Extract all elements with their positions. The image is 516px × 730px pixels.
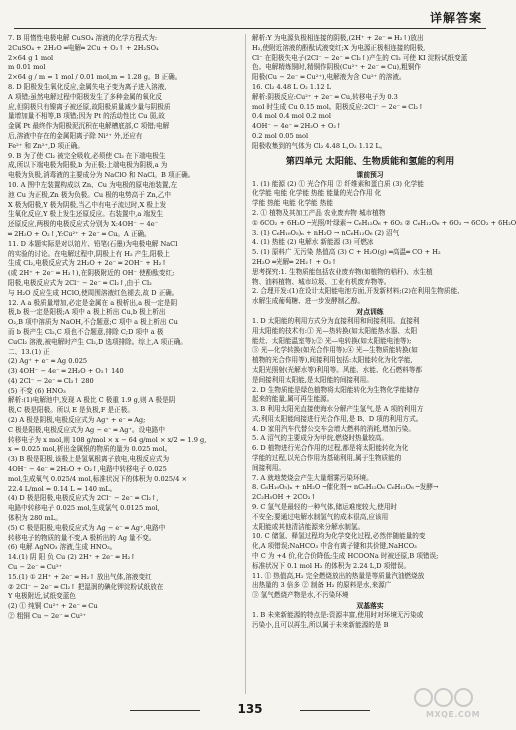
right-c-line: 8. C₆H₁₀O₅)ₙ + nH₂O ─催化剂→ nC₆H₁₂O₆ C₆H₁₂O₆ ─发酵→ [252,483,439,492]
watermark-ring-icon [434,688,453,707]
left-line: 而 b 极产生 Cl₂,C 项也不合题意,排除 C;D 项中 a 极 [8,327,164,336]
right-a-line: 色。电解精炼铜时,精铜作阴极(Cu²⁺ + 2e⁻ ═ Cu),粗铜作 [252,63,421,72]
left-line: 体积为 280 mL。 [8,514,62,523]
left-line: ═ 2H₂O + O₂↑,Y:Cu²⁺ + 2e⁻ ═ Cu。A 正确。 [8,229,151,238]
right-c-line: 是间接利用太阳能,是太阳能的间接利用。 [252,375,373,384]
left-line: Cu − 2e⁻ ═ Cu²⁺ [8,563,63,572]
left-line: 2×64 g / m = 1 mol / 0.01 mol,m = 1.28 g。B 正确。 [8,73,182,82]
left-line: 10. A 图中左装置构成以 Zn、Cu 为电极的原电池装置,左 [8,180,178,189]
left-line: (3) 4OH⁻ − 4e⁻ ═ 2H₂O + O₂↑ 140 [8,367,124,376]
left-line: 阳极,电极反应式为 2Cl⁻ − 2e⁻ ═ Cl₂↑,由于 Cl₂ [8,278,152,287]
left-line: (5) 不变 (6) HNO₃ [8,386,66,395]
watermark-text: MXQE.COM [426,710,481,719]
right-b-line: 化学能 电能 化学能 热能 能量的光合作用 化 [252,189,382,198]
left-line: (2) ① 纯铜 Cu²⁺ + 2e⁻ ═ Cu [8,602,98,611]
right-c-line: 式;利用太阳能间接进行光合作用,是 B、D 项的利用方式。 [252,414,423,423]
left-line: 二、13.(1) 正 [8,347,50,356]
right-c-line: 不安全;要通过电解水制氢气的成本很高,应该用 [252,512,389,521]
watermark-logo [408,686,490,724]
left-line: ② 粗铜 Cu − 2e⁻ ═ Cu²⁺ [8,612,87,621]
right-b-line: 水解生成葡萄糖、进一步发酵制乙醇。 [252,297,365,306]
left-line: 的实验的讨论。在电解过程中,阴极上有 H₂ 产生,阳极上 [8,249,170,258]
right-c-line: ③ 氢气燃烧产物是水,不污染环境 [252,591,349,600]
right-b-line: 2. ① 植物及其加工产品 农业废弃物 城市植物 [252,208,386,217]
right-block-b [252,179,516,307]
right-a-line: 0.4 mol 0.4 mol 0.2 mol [252,112,331,121]
left-line: (3) B 极是阳极,该极上是氢氧根离子放电,电极反应式为 [8,455,170,464]
right-block-c [252,317,488,601]
right-b-line: 思考探究:1. 生物质能包括农业废弃物(如植物的秸秆)、水生植 [252,267,433,276]
left-line: 金属 Pt 最终作为阳极泥沉积在电解槽底部,C 项错;电解 [8,122,170,131]
right-a-line: Cl⁻ 在阳极失电子(2Cl⁻ − 2e⁻ ═ Cl₂↑)产生的 Cl₂ 可使 KI 淀粉试纸变蓝 [252,53,468,62]
left-line: 生成 Cl₂,电极反应式为 2H₂O + 2e⁻ ═ 2OH⁻ + H₂↑ [8,259,167,268]
left-line: 与 H₂O 反应生成 HClO,使周围溶液红色褪去,故 D 正确。 [8,288,179,297]
left-line: 量增加量不相等,B 项错;因为 Pt 的活动性比 Cu 弱,故 [8,112,165,121]
right-b-line: ① 6CO₂ + 6H₂O ─光照/叶绿素→ C₆H₁₂O₆ + 6O₂ ② C₆H₁₂O₆ + 6O₂ → 6CO₂ + 6H₂O [252,218,516,227]
left-line: 12. A a 极质量增加,必定是金属在 a 极析出,a 极一定是阴 [8,298,178,307]
right-b-line: 3. (1) C₆H₁₀O₅)ₙ + nH₂O → nC₆H₁₂O₆ (2) 沼气 [252,228,400,237]
left-line: (或 2H⁺ + 2e⁻ ═ H₂↑),在阴极附近的 OH⁻ 使酚酞变红; [8,269,175,278]
left-line: 极,b 极一定是阳极;A 项中 a 极上析出 Cu,b 极上析出 [8,308,166,317]
right-a-line: 阳极(Cu − 2e⁻ ═ Cu²⁺),电解液为含 Cu²⁺ 的溶液。 [252,73,406,82]
right-c-line: 标准状况下 0.1 mol H₂ 的体积为 2.24 L,D 项错误。 [252,561,411,570]
left-line: 成,所以下端电极为阳极,b 为正极;上端电极为阴极,a 为 [8,161,168,170]
right-c-line: 学能的过程,以光合作用为基础利用,属于生物质能的 [252,454,402,463]
watermark-ring-icon [454,688,473,707]
left-line: 电极为负极,消毒液的主要成分为 NaClO 和 NaCl。B 项正确。 [8,171,195,180]
right-column [252,34,516,631]
left-line: 2×64 g 1 mol [8,53,54,62]
right-c-line: 太阳光照射(光解水等)利用等。风能、水能、化石燃料等都 [252,365,422,374]
right-c-line: 化,A 项错误;NaHCO₃ 中含有离子键和共价键,NaHCO₃ [252,542,417,551]
right-b-line: 4. (1) 热能 (2) 电解水 新能源 (3) 可燃冰 [252,238,374,247]
left-line: mol,生成氧气 0.025/4 mol,标准状况下的体积为 0.025/4 × [8,474,188,483]
right-c-line: 9. C 氢气是最轻的一种气体,储运难度较大,使用时 [252,503,398,512]
right-c-line: ③ 光—化学转换(如光合作用等);④ 光—生物质能转换(如 [252,346,418,355]
left-line: 极,C 极是阳极。所以 E 是负极,F 是正极。 [8,406,134,415]
right-c-line: 6. D 植物进行光合作用的过程,都是将太阳能转化为化 [252,444,409,453]
right-c-line: 起来的能量,属可再生能源。 [252,395,334,404]
right-c-line: 2. D 生物质能是绿色植物将太阳能转化为生物化学能储存 [252,385,420,394]
right-c-line: 1. D 太阳能的利用方式分为直接利用和间接利用。直接利 [252,316,420,325]
page-header [0,0,500,30]
left-line: 15.(1) ① 2H⁺ + 2e⁻ ═ H₂↑ 放出气体,溶液变红 [8,572,152,581]
right-c-line: 太阳能或其他清洁能源来分解水制氢。 [252,522,365,531]
left-line: 7. B 用惰性电极电解 CuSO₄ 溶液的化学方程式为: [8,34,158,42]
left-line: m 0.01 mol [8,63,46,72]
right-c-line: 能灶、太阳能温室等);② 光—电转换(如太阳能电池等); [252,336,412,345]
left-line: 池 Cu 为正极,Zn 极为负极。Cu 极的电势高于 Zn,乙中 [8,190,172,199]
right-c-line: 5. A 沼气的主要成分为甲烷,燃烧时热量较高。 [252,434,389,443]
left-line: 4OH⁻ − 4e⁻ ═ 2H₂O + O₂↑,电路中转移电子 0.025 [8,465,167,474]
right-d-line: 1. B 未来新能源的特点是:资源丰富,使用时对环境无污染或 [252,611,424,620]
right-b-line: 2H₂O ═光解═ 2H₂↑ + O₂↑ [252,257,337,266]
right-b-line: 物、油料植物、城市垃圾、工业有机废弃物等。 [252,277,391,286]
right-a-line: H₂,使附近溶液的酚酞试液变红;X 为电源正极相连接的阳极, [252,43,426,52]
right-b-line: 2. 合理开发:(1)在设计太阳能电池方面,开发新材料;(2)在利用生物质能、 [252,287,464,296]
left-line: 生氧化反应,Y 极上发生还原反应。右装置中,a 端发生 [8,210,164,219]
left-line: Y 电极附近,试纸变蓝色 [8,592,76,601]
left-line: ② 2Cl⁻ − 2e⁻ ═ Cl₂↑ 把湿润的碘化钾淀粉试纸放在 [8,582,164,591]
right-a-line: 解析:阴极反应:Cu²⁺ + 2e⁻ ═ Cu,转移电子为 0.3 [252,92,398,101]
header-title: 详解答案 [429,11,482,25]
left-line: 应,但阴极只有镍离子被还原,故阳极质量减少量与阴极质 [8,102,171,111]
right-c-line: 植物的光合作用等),间接利用包括:太阳能转化为化学能, [252,356,413,365]
page-number: 135 [237,702,263,716]
right-c-line: 间接利用。 [252,463,285,472]
left-line: x = 0.025 mol,析出金属银的物质的量为 0.025 mol。 [8,445,172,454]
right-b-line: 5. (1) 原料广 无污染 热值高 (3) C + H₂O(g) ═高温═ CO + H₂ [252,248,441,257]
left-line: 2CuSO₄ + 2H₂O ═电解═ 2Cu + O₂↑ + 2H₂SO₄ [8,43,159,52]
left-line: A 项错;虽然电解过程中阳极发生了多种金属的氧化反 [8,92,163,101]
left-line: 22.4 L/mol = 0.14 L = 140 mL。 [8,484,117,493]
right-c-line: 11. ① 热值高,H₂ 完全燃烧放出的热量是等质量汽油燃烧放 [252,571,425,580]
subhead-post: 双基落实 [356,602,384,611]
right-c-line: 2C₂H₅OH + 2CO₂↑ [252,493,316,502]
right-c-line: 4. D 家用汽车代替公交车会增大燃料的消耗,增加污染。 [252,424,415,433]
unit-title: 第四单元 太阳能、生物质能和氢能的利用 [285,155,455,167]
right-a-line: 解析:Y 为电源负极相连接的阴极,(2H⁺ + 2e⁻ ═ H₂↑)放出 [252,34,424,42]
right-block-a [252,34,488,152]
left-line: O₂,B 项中溶质为 NaOH,不合题意;C 项中 a 极上析出 Cu [8,318,178,327]
watermark-ring-icon [414,688,433,707]
left-line: 解析:(1)电解池中,发现 A 极比 C 极重 1.9 g,则 A 极是阴 [8,396,176,405]
right-b-line: 学能 热能 电能 化学能 热能 [252,199,333,208]
left-line: 还原反应,两极的电极反应式分别为 X:4OH⁻ − 4e⁻ [8,220,159,229]
left-line: (2) A 极是阴极,电极反应式为 Ag⁺ + e⁻ ═ Ag; [8,416,146,425]
left-line: 9. B 为了使 Cl₂ 被完全吸收,必须使 Cl₂ 在下端电极生 [8,151,166,160]
left-line: 11. D 本题实际是对以铂片、铅笔(石墨)为电极电解 NaCl [8,239,178,248]
right-d-line: 污染小,且可以再生,所以属于未来新能源的是 B [252,620,389,629]
left-line: 转移电子为 x mol,则 108 g/mol × x − 64 g/mol × x/2 = 1.9 g, [8,435,207,444]
right-a-line: 0.2 mol 0.05 mol [252,131,309,140]
header-rule [14,28,486,29]
left-line: 14.(1) 阴 阳 负 Cu (2) 2H⁺ + 2e⁻ ═ H₂↑ [8,553,136,562]
right-block-d [252,611,488,631]
right-a-line: 阳极收集到的气体为 Cl₂ 4.48 L,O₂ 1.12 L。 [252,141,387,150]
right-a-line: 4OH⁻ − 4e⁻ ═ 2H₂O + O₂↑ [252,122,342,131]
left-line: 电路中转移电子 0.025 mol,生成氯气 0.0125 mol, [8,504,160,513]
right-c-line: 3. B 利用太阳光直接使海水分解产生氢气,是 A 项的利用方 [252,405,424,414]
left-line: (5) C 极是阳极,电极反应式为 Ag − e⁻ ═ Ag⁺,电路中 [8,523,166,532]
left-line: X 极为阳极,Y 极为阴极,当乙中有电子流过时,X 极上发 [8,200,167,209]
left-line: Fe²⁺ 和 Zn²⁺,D 项正确。 [8,141,84,150]
right-c-line: 中 C 为 +4 价,化合价降低;生成 HCOONa 时被还原,B 项错误; [252,552,439,561]
right-b-line: 1. (1) 能源 (2) ① 光合作用 ② 纤维素和蛋白质 (3) 化学能 [252,179,424,188]
left-line: CuCl₂ 溶液,被电解时产生 Cl₂,D 选项排除。综上,A 项正确。 [8,337,187,346]
subhead-mid: 对点训练 [356,307,384,316]
subhead-pre: 课前预习 [356,170,384,179]
left-line: 转移电子的物质的量不变,A 极析出的 Ag 量不变。 [8,533,156,542]
right-c-line: 用太阳能的技术有:① 光—热转换(如太阳能热水器、太阳 [252,326,418,335]
right-a-line: 16. Cl₂ 4.48 L O₂ 1.12 L [252,82,332,91]
left-line: (4) 2Cl⁻ − 2e⁻ ═ Cl₂↑ 280 [8,376,94,385]
right-c-line: 7. A 就地焚烧会产生大量烟雾污染环境。 [252,473,373,482]
left-line: (4) D 极是阳极,电极反应式为 2Cl⁻ − 2e⁻ ═ Cl₂↑, [8,494,159,503]
column-divider [245,34,246,694]
left-line: 后,溶液中存在的金属阳离子除 Ni²⁺ 外,还应有 [8,131,143,140]
left-line: (2) Ag⁺ + e⁻ ═ Ag 0.025 [8,357,88,366]
left-line: C 极是阳极,电极反应式为 Ag − e⁻ ═ Ag⁺。设电路中 [8,425,165,434]
left-column [8,34,240,622]
left-line: (6) 电解 AgNO₃ 溶液,生成 HNO₃。 [8,543,117,552]
right-c-line: 10. C 储氢、释氢过程均为化学变化过程,必然伴随能量的变 [252,532,426,541]
left-line: 8. D 阳极发生氧化反应,金属失电子变为离子进入溶液, [8,82,167,91]
right-a-line: mol 时生成 Cu 0.15 mol。阳极反应:2Cl⁻ − 2e⁻ ═ Cl₂↑ [252,102,424,111]
right-c-line: 出热量的 3 倍多 ② 制备 H₂ 的原料是水,来源广 [252,581,392,590]
